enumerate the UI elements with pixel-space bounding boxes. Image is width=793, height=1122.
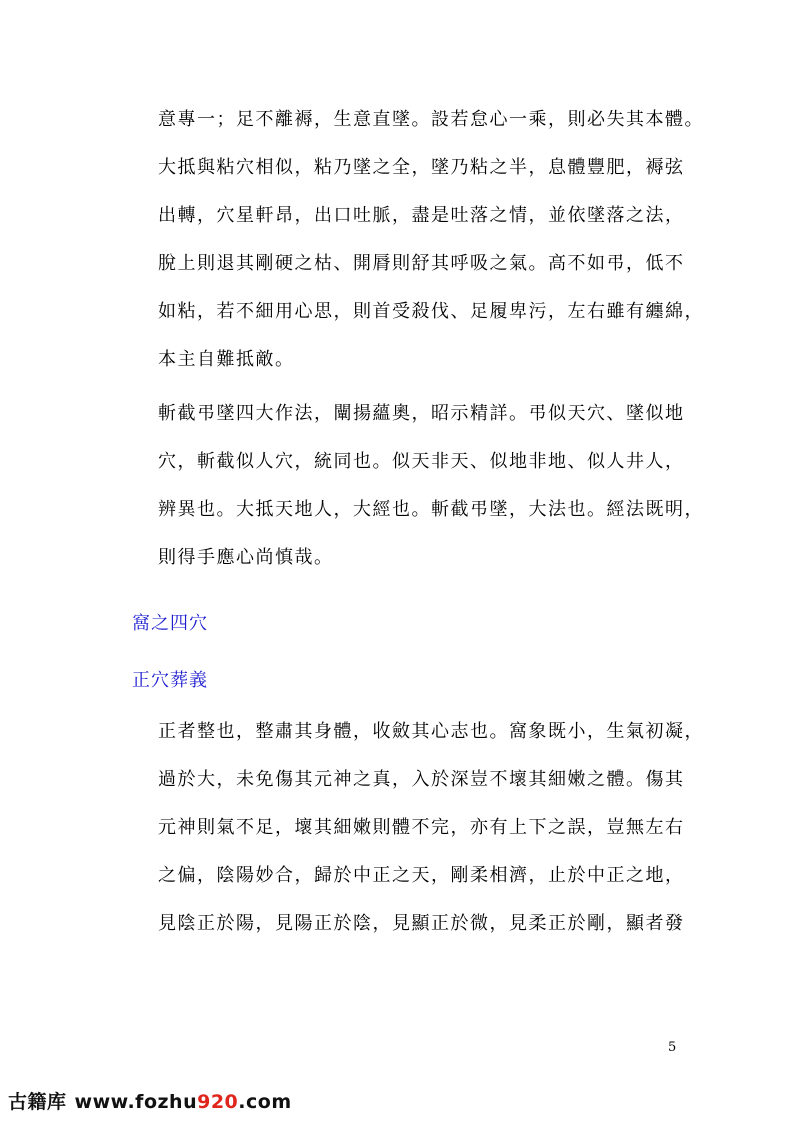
text-line: 出轉，穴星軒昂，出口吐脈，盡是吐落之情，並依墜落之法， (158, 205, 685, 226)
text-line: 元神則氣不足，壞其細嫩則體不完，亦有上下之誤，豈無左右 (158, 817, 685, 838)
text-line: 正者整也，整肅其身體，收斂其心志也。窩象既小，生氣初凝， (158, 721, 704, 742)
watermark-brand: 古籍库 (8, 1091, 67, 1113)
watermark-url-suffix: .com (238, 1091, 292, 1113)
text-line: 如粘，若不細用心思，則首受殺伐、足履卑污，左右雖有纏綿， (158, 301, 704, 322)
text-line: 則得手應心尚慎哉。 (158, 547, 334, 568)
text-line: 斬截弔墜四大作法，闡揚蘊奧，昭示精詳。弔似天穴、墜似地 (158, 403, 685, 424)
text-line: 大抵與粘穴相似，粘乃墜之全，墜乃粘之半，息體豐肥，褥弦 (158, 157, 685, 178)
text-line: 見陰正於陽，見陽正於陰，見顯正於微，見柔正於剛，顯者發 (158, 913, 685, 934)
paragraph-3 (158, 708, 704, 948)
text-line: 過於大，未免傷其元神之真，入於深豈不壞其細嫩之體。傷其 (158, 769, 685, 790)
text-line: 之偏，陰陽妙合，歸於中正之天，剛柔相濟，止於中正之地， (158, 865, 685, 886)
text-line: 意專一；足不離褥，生意直墜。設若怠心一乘，則必失其本體。 (158, 109, 704, 130)
site-watermark (8, 1087, 292, 1114)
text-line: 辨異也。大抵天地人，大經也。斬截弔墜，大法也。經法既明， (158, 499, 704, 520)
text-line: 脫上則退其剛硬之枯、開脣則舒其呼吸之氣。高不如弔，低不 (158, 253, 685, 274)
text-line: 穴，斬截似人穴，統同也。似天非天、似地非地、似人井人， (158, 451, 685, 472)
watermark-url-number: 920 (197, 1091, 239, 1113)
section-heading: 窩之四穴 (132, 613, 208, 634)
paragraph-2 (158, 390, 704, 582)
page-number: 5 (668, 1040, 677, 1055)
watermark-url-prefix: www.fozhu (74, 1091, 198, 1113)
text-line: 本主自難抵敵。 (158, 349, 295, 370)
subsection-heading: 正穴葬義 (132, 670, 208, 691)
paragraph-1 (158, 96, 704, 384)
